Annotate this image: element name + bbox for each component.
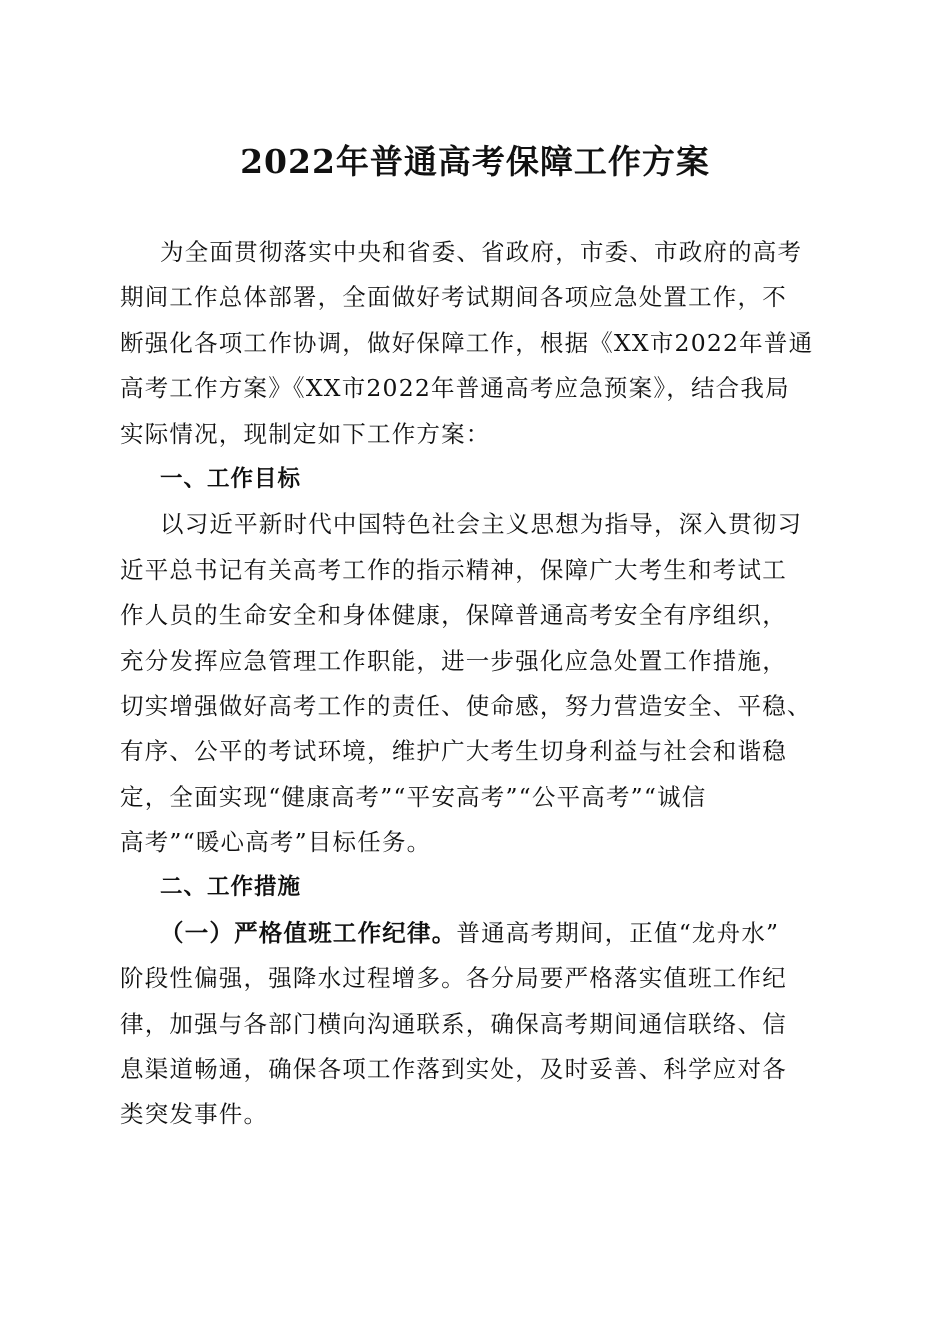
intro-line: 为全面贯彻落实中央和省委、省政府，市委、市政府的高考	[160, 238, 803, 266]
section2-line: 类突发事件。	[120, 1100, 269, 1129]
intro-line: 断强化各项工作协调，做好保障工作，根据《XX市2022年普通	[120, 328, 814, 357]
section-heading-measures: 二、工作措施	[160, 874, 302, 901]
intro-line: 期间工作总体部署，全面做好考试期间各项应急处置工作，不	[120, 283, 787, 312]
section1-line: 切实增强做好高考工作的责任、使命感，努力营造安全、平稳、	[120, 691, 812, 720]
section2-item1-first-line	[120, 911, 825, 956]
section2-line: 阶段性偏强，强降水过程增多。各分局要严格落实值班工作纪	[120, 964, 787, 993]
section1-line: 近平总书记有关高考工作的指示精神，保障广大考生和考试工	[120, 555, 787, 584]
section1-line: 定，全面实现“健康高考”“平安高考”“公平高考”“诚信	[120, 782, 707, 811]
section1-line: 作人员的生命安全和身体健康，保障普通高考安全有序组织，	[120, 601, 787, 630]
section1-line: 高考”“暖心高考”目标任务。	[120, 828, 432, 857]
document-body	[120, 230, 825, 1138]
intro-line: 实际情况，现制定如下工作方案：	[120, 419, 491, 448]
section1-line: 有序、公平的考试环境，维护广大考生切身利益与社会和谐稳	[120, 737, 787, 766]
item1-label: （一）严格值班工作纪律。	[160, 918, 457, 947]
intro-line: 高考工作方案》《XX市2022年普通高考应急预案》，结合我局	[120, 374, 790, 403]
document-title: 2022年普通高考保障工作方案	[240, 142, 710, 181]
section2-line: 息渠道畅通，确保各项工作落到实处，及时妥善、科学应对各	[120, 1055, 787, 1084]
section1-line: 以习近平新时代中国特色社会主义思想为指导，深入贯彻习	[160, 510, 803, 539]
section1-line: 充分发挥应急管理工作职能，进一步强化应急处置工作措施，	[120, 646, 787, 675]
item1-text: 普通高考期间，正值“龙舟水”	[456, 918, 780, 947]
section-heading-goals: 一、工作目标	[160, 465, 302, 492]
section2-line: 律，加强与各部门横向沟通联系，确保高考期间通信联络、信	[120, 1009, 787, 1038]
